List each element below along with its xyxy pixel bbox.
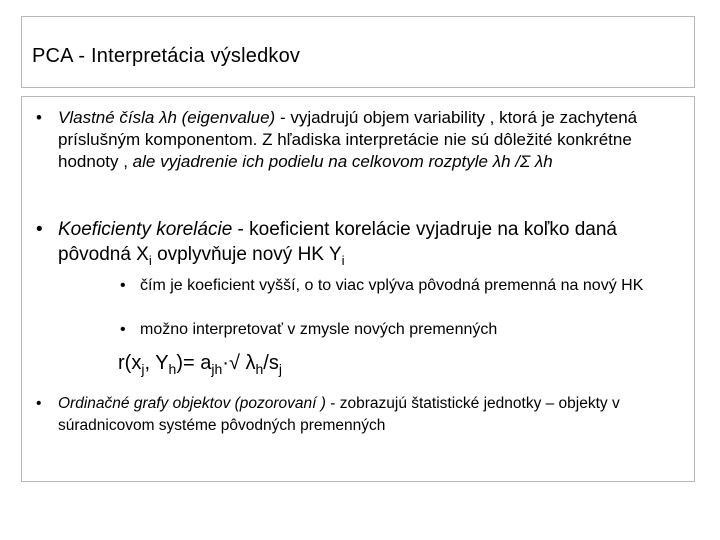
correlation-formula <box>118 352 282 377</box>
bullet-dot: • <box>36 219 43 240</box>
content-box <box>21 96 695 482</box>
bullet-dot: • <box>36 395 42 412</box>
subscript-i: i <box>148 252 152 268</box>
ordination-text: - zobrazujú štatistické jednotky – objekty v súradnicovom systéme pôvodných premenných <box>58 395 620 434</box>
eigenvalue-ratio-text: ale vyjadrenie ich podielu na celkovom rozptyle λh /Σ λh <box>132 152 553 171</box>
formula-part: , Y <box>144 352 169 374</box>
bullet-correlation <box>36 217 688 273</box>
title-box <box>21 16 695 88</box>
slide-title: PCA - Interpretácia výsledkov <box>32 45 301 67</box>
sub-bullet-text: možno interpretovať v zmysle nových premenných <box>140 321 498 338</box>
ordination-term: Ordinačné grafy objektov (pozorovaní ) <box>58 395 326 412</box>
bullet-dot: • <box>36 108 42 127</box>
formula-sub: j <box>141 361 145 377</box>
sub-bullet-influence <box>120 277 660 294</box>
bullet-ordination <box>36 393 688 437</box>
formula-sub: h <box>168 361 177 377</box>
formula-part: ·√ λ <box>222 352 256 374</box>
correlation-text-2: ovplyvňuje nový HK Y <box>151 244 342 265</box>
correlation-text: - koeficient korelácie vyjadruje na koľko daná pôvodná X <box>58 219 617 265</box>
sub-bullet-text: čím je koeficient vyšší, o to viac vplýva pôvodná premenná na nový HK <box>140 277 644 294</box>
eigenvalue-text: - vyjadrujú objem variability , ktorá je zachytená príslušným komponentom. Z hľadiska interpretácie nie sú dôležité konkrétne hodnoty , <box>58 108 638 171</box>
formula-part: /s <box>263 352 279 374</box>
formula-sub: jh <box>211 361 223 377</box>
formula-sub: h <box>255 361 264 377</box>
formula-sub: j <box>278 361 282 377</box>
subscript-i-2: i <box>341 252 345 268</box>
correlation-term: Koeficienty korelácie <box>58 219 233 240</box>
formula-part: )= a <box>176 352 212 374</box>
bullet-eigenvalue <box>36 107 688 173</box>
formula-part: r(x <box>118 352 142 374</box>
bullet-dot: • <box>120 321 126 338</box>
bullet-dot: • <box>120 277 126 294</box>
sub-bullet-interpretation <box>120 321 680 338</box>
eigenvalue-term: Vlastné čísla λh (eigenvalue) <box>58 108 276 127</box>
